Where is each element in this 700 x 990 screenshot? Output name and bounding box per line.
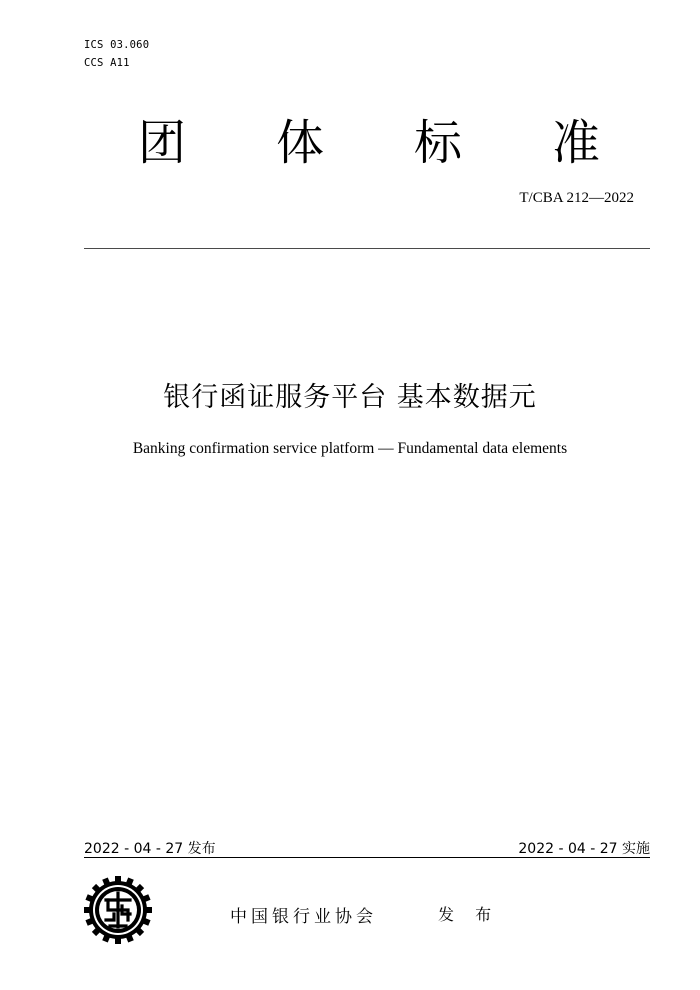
top-divider: [84, 248, 650, 249]
document-type-title: [0, 108, 700, 178]
title-char-2: 体: [276, 115, 325, 171]
bottom-divider: [84, 857, 650, 858]
classification-codes: [84, 36, 149, 72]
ics-code: ICS 03.060: [84, 39, 150, 51]
issue-date: 2022 - 04 - 27 发布: [84, 841, 216, 857]
implementation-date: 2022 - 04 - 27 实施: [518, 841, 650, 857]
standard-number: T/CBA 212—2022: [519, 190, 634, 206]
title-char-1: 团: [138, 115, 187, 171]
china-banking-association-logo-icon: [84, 876, 152, 944]
publisher-name: 中国银行业协会: [230, 907, 377, 927]
document-title-zh: 银行函证服务平台 基本数据元: [163, 382, 537, 413]
ccs-code: CCS A11: [84, 57, 130, 69]
title-char-3: 标: [414, 115, 463, 171]
issue-label: 发 布: [438, 905, 500, 924]
document-title-en: Banking confirmation service platform — Fundamental data elements: [132, 440, 568, 457]
title-char-4: 准: [552, 115, 601, 171]
